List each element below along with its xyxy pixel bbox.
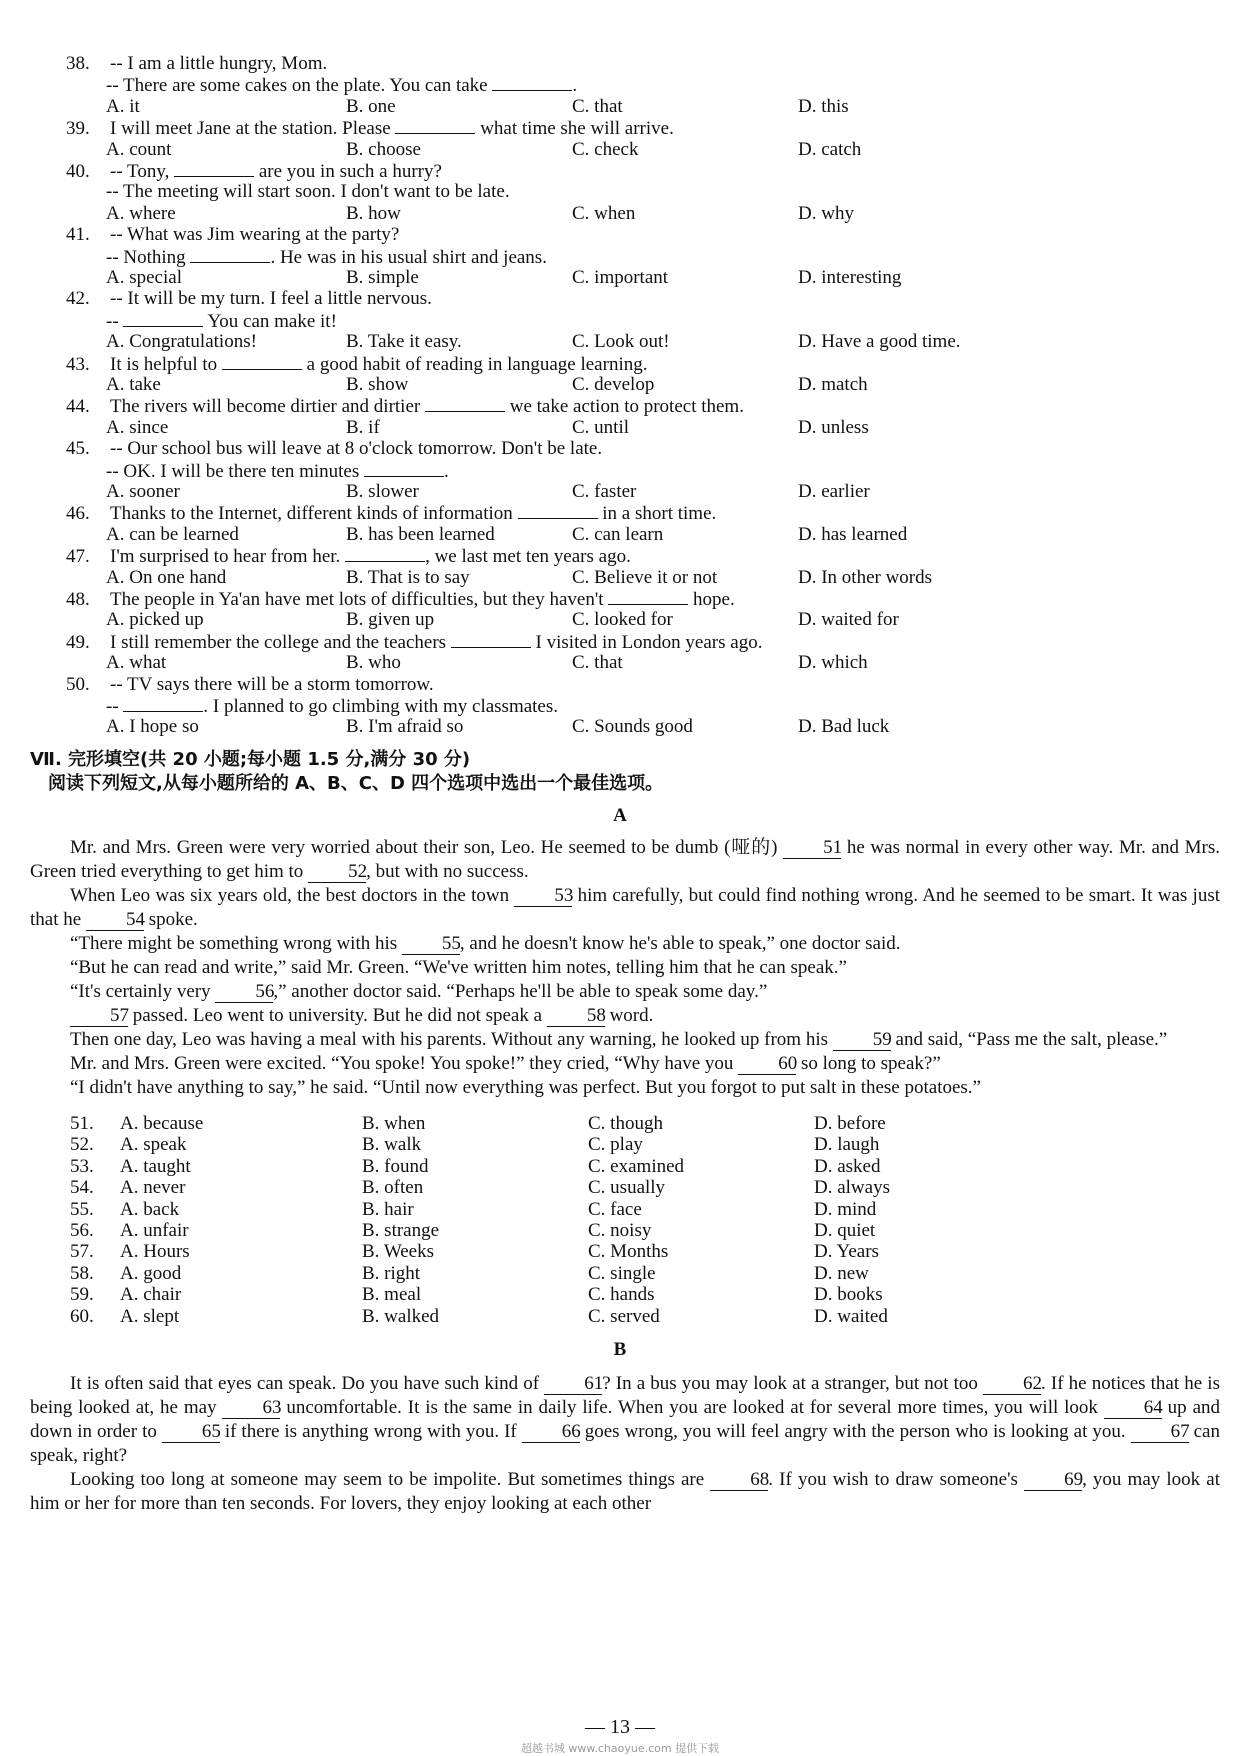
question-stem: -- Tony, are you in such a hurry? <box>110 161 442 182</box>
option-d[interactable]: D. Have a good time. <box>798 331 961 353</box>
option-a[interactable]: A. taught <box>120 1155 191 1177</box>
question-options <box>106 266 1106 290</box>
option-c[interactable]: C. that <box>572 652 623 674</box>
option-b[interactable]: B. Weeks <box>362 1241 435 1263</box>
cloze-option-row <box>70 1133 1170 1157</box>
option-c[interactable]: C. served <box>588 1305 660 1327</box>
option-a[interactable]: A. it <box>106 95 140 117</box>
option-d[interactable]: D. new <box>814 1262 869 1284</box>
passage-paragraph: Then one day, Leo was having a meal with his parents. Without any warning, he looked up from his 59 and said, “Pass me the salt, please.” <box>70 1029 1168 1050</box>
option-c[interactable]: C. Look out! <box>572 331 670 353</box>
option-b[interactable]: B. hair <box>362 1198 414 1220</box>
numbered-blank: 62 <box>983 1374 1041 1395</box>
option-a[interactable]: A. unfair <box>120 1220 189 1241</box>
option-a[interactable]: A. Hours <box>120 1241 190 1263</box>
option-c[interactable]: C. usually <box>588 1177 666 1199</box>
question-stem: The people in Ya'an have met lots of difficulties, but they haven't hope. <box>110 589 735 610</box>
option-d[interactable]: D. quiet <box>814 1220 876 1241</box>
cloze-number: 52. <box>70 1134 94 1156</box>
option-d[interactable]: D. catch <box>798 138 862 160</box>
cloze-option-row <box>70 1305 1170 1329</box>
question-line <box>66 287 432 311</box>
option-d[interactable]: D. waited for <box>798 609 899 631</box>
option-a[interactable]: A. can be learned <box>106 523 239 545</box>
option-b[interactable]: B. has been learned <box>346 523 495 545</box>
question-options <box>106 416 1106 440</box>
question-number: 40. <box>66 161 90 182</box>
passage-paragraph: “I didn't have anything to say,” he said. “Until now everything was perfect. But you forgot to put salt in these potatoes.” <box>70 1077 981 1098</box>
cloze-option-row <box>70 1176 1170 1200</box>
numbered-blank: 64 <box>1104 1398 1162 1419</box>
cloze-number: 53. <box>70 1155 94 1177</box>
option-b[interactable]: B. often <box>362 1177 424 1199</box>
option-a[interactable]: A. where <box>106 202 176 224</box>
cloze-number: 58. <box>70 1262 94 1284</box>
option-d[interactable]: D. Bad luck <box>798 716 890 738</box>
question-stem: I will meet Jane at the station. Please what time she will arrive. <box>110 118 674 140</box>
numbered-blank: 51 <box>783 838 841 859</box>
option-d[interactable]: D. In other words <box>798 566 933 588</box>
question-stem: -- The meeting will start soon. I don't want to be late. <box>106 181 510 203</box>
option-b[interactable]: B. I'm afraid so <box>346 716 464 738</box>
option-c[interactable]: C. Months <box>588 1241 669 1263</box>
answer-blank <box>123 694 203 712</box>
numbered-blank: 58 <box>547 1006 605 1027</box>
question-line <box>66 223 399 247</box>
option-d[interactable]: D. interesting <box>798 267 902 288</box>
question-stem: -- Our school bus will leave at 8 o'clock tomorrow. Don't be late. <box>110 438 603 460</box>
option-d[interactable]: D. unless <box>798 416 869 438</box>
option-d[interactable]: D. has learned <box>798 523 908 545</box>
question-options <box>106 523 1106 547</box>
numbered-blank: 61 <box>544 1374 602 1395</box>
option-c[interactable]: C. single <box>588 1262 656 1284</box>
option-c[interactable]: C. looked for <box>572 609 673 631</box>
question-line <box>106 694 558 718</box>
passage-paragraph: When Leo was six years old, the best doctors in the town 53 him carefully, but could find nothing wrong. And he seemed to be smart. It was just that he 54 spoke. <box>30 885 1221 930</box>
option-a[interactable]: A. back <box>120 1198 180 1220</box>
question-number: 41. <box>66 224 90 246</box>
cloze-option-row <box>70 1262 1170 1286</box>
question-line <box>66 544 631 568</box>
option-d[interactable]: D. Years <box>814 1241 879 1263</box>
question-stem: It is helpful to a good habit of reading in language learning. <box>110 353 648 375</box>
cloze-number: 56. <box>70 1220 94 1241</box>
question-stem: -- I am a little hungry, Mom. <box>110 53 328 74</box>
option-b[interactable]: B. one <box>346 95 396 117</box>
passage-b <box>30 1372 1220 1516</box>
question-line <box>66 394 744 418</box>
numbered-blank: 52 <box>308 862 366 883</box>
question-stem: -- What was Jim wearing at the party? <box>110 224 400 246</box>
option-a[interactable]: A. take <box>106 374 161 395</box>
option-d[interactable]: D. this <box>798 95 849 117</box>
question-line <box>66 159 442 183</box>
option-a[interactable]: A. On one hand <box>106 566 227 588</box>
option-a[interactable]: A. because <box>120 1113 204 1134</box>
numbered-blank: 60 <box>738 1054 796 1075</box>
option-a[interactable]: A. chair <box>120 1284 182 1306</box>
option-c[interactable]: C. that <box>572 95 623 117</box>
question-line <box>106 309 337 333</box>
question-stem: -- It will be my turn. I feel a little nervous. <box>110 288 432 310</box>
numbered-blank: 56 <box>215 982 273 1003</box>
numbered-blank: 67 <box>1131 1422 1189 1443</box>
cloze-option-row <box>70 1155 1170 1179</box>
answer-blank <box>222 352 302 370</box>
question-number: 50. <box>66 673 90 695</box>
question-number: 45. <box>66 438 90 460</box>
question-line <box>106 245 547 269</box>
numbered-blank: 57 <box>70 1006 128 1027</box>
option-a[interactable]: A. good <box>120 1262 182 1284</box>
numbered-blank: 54 <box>86 910 144 931</box>
option-b[interactable]: B. choose <box>346 138 421 160</box>
option-a[interactable]: A. never <box>120 1177 186 1199</box>
option-d[interactable]: D. which <box>798 652 868 674</box>
option-c[interactable]: C. check <box>572 138 639 160</box>
question-options <box>106 608 1106 632</box>
option-b[interactable]: B. strange <box>362 1220 440 1241</box>
option-b[interactable]: B. when <box>362 1113 426 1134</box>
question-stem: -- There are some cakes on the plate. You can take . <box>106 75 578 97</box>
passage-a-label: A <box>613 805 627 826</box>
question-stem: The rivers will become dirtier and dirtier we take action to protect them. <box>110 396 744 418</box>
cloze-number: 57. <box>70 1241 94 1263</box>
numbered-blank: 59 <box>833 1030 891 1051</box>
option-c[interactable]: C. important <box>572 267 669 288</box>
answer-blank <box>492 73 572 91</box>
option-a[interactable]: A. slept <box>120 1305 180 1327</box>
question-line <box>66 673 434 697</box>
question-line <box>66 116 674 140</box>
option-d[interactable]: D. earlier <box>798 481 870 502</box>
option-c[interactable]: C. Believe it or not <box>572 566 718 588</box>
question-line <box>106 73 577 97</box>
option-b[interactable]: B. who <box>346 652 401 674</box>
option-d[interactable]: D. laugh <box>814 1134 880 1156</box>
question-number: 44. <box>66 396 90 418</box>
question-stem: -- You can make it! <box>106 310 337 332</box>
passage-paragraph: “But he can read and write,” said Mr. Green. “We've written him notes, telling him that he can speak.” <box>70 957 847 978</box>
question-number: 47. <box>66 546 90 568</box>
question-stem: I'm surprised to hear from her. , we last met ten years ago. <box>110 546 631 568</box>
option-a[interactable]: A. I hope so <box>106 716 199 738</box>
question-options <box>106 480 1106 504</box>
cloze-option-row <box>70 1283 1170 1307</box>
option-c[interactable]: C. though <box>588 1113 663 1134</box>
option-c[interactable]: C. hands <box>588 1284 655 1306</box>
option-b[interactable]: B. found <box>362 1155 429 1177</box>
answer-blank <box>123 309 203 327</box>
question-options <box>106 202 1106 226</box>
passage-paragraph: “There might be something wrong with his 55, and he doesn't know he's able to speak,” one doctor said. <box>70 933 901 954</box>
cloze-number: 59. <box>70 1284 94 1306</box>
question-line <box>66 501 716 525</box>
option-c[interactable]: C. examined <box>588 1155 685 1177</box>
cloze-option-row <box>70 1219 1170 1243</box>
option-b[interactable]: B. given up <box>346 609 435 631</box>
option-b[interactable]: B. if <box>346 416 380 438</box>
numbered-blank: 68 <box>710 1470 768 1491</box>
option-d[interactable]: D. why <box>798 202 854 224</box>
question-options <box>106 138 1106 162</box>
cloze-option-row <box>70 1240 1170 1264</box>
option-c[interactable]: C. can learn <box>572 523 664 545</box>
option-d[interactable]: D. mind <box>814 1198 877 1220</box>
cloze-number: 55. <box>70 1198 94 1220</box>
question-stem: Thanks to the Internet, different kinds of information in a short time. <box>110 503 717 525</box>
option-b[interactable]: B. That is to say <box>346 566 470 588</box>
option-d[interactable]: D. waited <box>814 1305 888 1327</box>
question-number: 42. <box>66 288 90 310</box>
option-c[interactable]: C. face <box>588 1198 642 1220</box>
section-instruction: 阅读下列短文,从每小题所给的 A、B、C、D 四个选项中选出一个最佳选项。 <box>48 773 664 794</box>
option-b[interactable]: B. meal <box>362 1284 422 1306</box>
question-number: 38. <box>66 53 90 74</box>
answer-blank <box>425 394 505 412</box>
question-line <box>66 352 647 376</box>
numbered-blank: 66 <box>522 1422 580 1443</box>
question-line <box>66 587 735 611</box>
answer-blank <box>395 116 475 134</box>
option-b[interactable]: B. slower <box>346 481 419 502</box>
question-number: 39. <box>66 118 90 140</box>
question-number: 46. <box>66 503 90 525</box>
option-a[interactable]: A. picked up <box>106 609 204 631</box>
option-c[interactable]: C. noisy <box>588 1220 652 1241</box>
cloze-number: 51. <box>70 1113 94 1134</box>
numbered-blank: 69 <box>1024 1470 1082 1491</box>
question-options <box>106 330 1106 354</box>
passage-paragraph: 57 passed. Leo went to university. But he did not speak a 58 word. <box>30 1004 1220 1028</box>
option-a[interactable]: A. count <box>106 138 172 160</box>
option-b[interactable]: B. simple <box>346 267 419 288</box>
option-d[interactable]: D. books <box>814 1284 883 1306</box>
cloze-option-row <box>70 1112 1170 1136</box>
option-b[interactable]: B. walk <box>362 1134 422 1156</box>
option-c[interactable]: C. faster <box>572 481 637 502</box>
option-b[interactable]: B. how <box>346 202 401 224</box>
watermark: 超越书城 www.chaoyue.com 提供下载 <box>520 1742 720 1755</box>
question-number: 49. <box>66 631 90 653</box>
answer-blank <box>190 245 270 263</box>
option-b[interactable]: B. Take it easy. <box>346 331 462 353</box>
answer-blank <box>364 459 444 477</box>
option-a[interactable]: A. since <box>106 416 169 438</box>
question-line <box>66 630 762 654</box>
option-a[interactable]: A. what <box>106 652 167 674</box>
passage-paragraph: Mr. and Mrs. Green were excited. “You spoke! You spoke!” they cried, “Why have you 60 so long to speak?” <box>70 1053 941 1074</box>
option-d[interactable]: D. asked <box>814 1155 881 1177</box>
passage-b-label: B <box>613 1339 627 1360</box>
option-b[interactable]: B. show <box>346 374 409 395</box>
option-a[interactable]: A. speak <box>120 1134 187 1156</box>
question-stem: -- Nothing . He was in his usual shirt and jeans. <box>106 246 547 268</box>
option-c[interactable]: C. develop <box>572 374 655 395</box>
answer-blank <box>608 587 688 605</box>
answer-blank <box>174 159 254 177</box>
cloze-number: 60. <box>70 1305 94 1327</box>
option-d[interactable]: D. match <box>798 374 868 395</box>
cloze-number: 54. <box>70 1177 94 1199</box>
question-stem: -- OK. I will be there ten minutes . <box>106 460 449 482</box>
passage-paragraph: Looking too long at someone may seem to be impolite. But sometimes things are 68. If you wish to draw someone's 69, you may look at him or her for more than ten seconds. For lovers, they enjoy looking at each other <box>30 1469 1220 1514</box>
page-number: — 13 — <box>585 1716 655 1738</box>
question-number: 48. <box>66 589 90 610</box>
option-b[interactable]: B. right <box>362 1262 421 1284</box>
question-line <box>106 459 449 483</box>
option-c[interactable]: C. play <box>588 1134 643 1156</box>
answer-blank <box>451 630 531 648</box>
numbered-blank: 55 <box>402 934 460 955</box>
option-c[interactable]: C. until <box>572 416 630 438</box>
question-options <box>106 95 1106 119</box>
cloze-option-row <box>70 1198 1170 1222</box>
option-a[interactable]: A. special <box>106 267 182 288</box>
option-a[interactable]: A. sooner <box>106 481 180 502</box>
question-line <box>66 52 327 76</box>
question-line <box>106 180 510 204</box>
question-options <box>106 651 1106 675</box>
option-c[interactable]: C. when <box>572 202 636 224</box>
passage-a <box>30 836 1220 1100</box>
question-line <box>66 437 602 461</box>
passage-paragraph: It is often said that eyes can speak. Do you have such kind of 61? In a bus you may look at a stranger, but not too 62. If he notices that he is being looked at, he may 63 uncomfortable. It is the same in daily life. When you are looked at for several more times, you will look 64 up and down in order to 65 if there is anything wrong with you. If 66 goes wrong, you will feel angry with the person who is looking at you. 67 can speak, right? <box>30 1373 1220 1466</box>
question-number: 43. <box>66 353 90 375</box>
question-stem: -- TV says there will be a storm tomorrow. <box>110 673 434 695</box>
question-options <box>106 373 1106 397</box>
question-options <box>106 566 1106 590</box>
question-stem: I still remember the college and the teachers I visited in London years ago. <box>110 631 763 653</box>
passage-paragraph: Mr. and Mrs. Green were very worried about their son, Leo. He seemed to be dumb (哑的) 51 he was normal in every other way. Mr. and Mrs. Green tried everything to get him to 52, but with no success. <box>30 837 1220 882</box>
answer-blank <box>518 501 598 519</box>
answer-blank <box>345 544 425 562</box>
option-d[interactable]: D. always <box>814 1177 890 1199</box>
option-c[interactable]: C. Sounds good <box>572 716 693 738</box>
section-title: Ⅶ. 完形填空(共 20 小题;每小题 1.5 分,满分 30 分) <box>30 749 471 770</box>
option-a[interactable]: A. Congratulations! <box>106 331 257 353</box>
option-d[interactable]: D. before <box>814 1113 886 1134</box>
question-stem: -- . I planned to go climbing with my classmates. <box>106 696 559 717</box>
numbered-blank: 65 <box>162 1422 220 1443</box>
option-b[interactable]: B. walked <box>362 1305 440 1327</box>
numbered-blank: 53 <box>514 886 572 907</box>
question-options <box>106 715 1106 739</box>
numbered-blank: 63 <box>222 1398 280 1419</box>
passage-paragraph: “It's certainly very 56,” another doctor said. “Perhaps he'll be able to speak some day.” <box>70 981 768 1002</box>
